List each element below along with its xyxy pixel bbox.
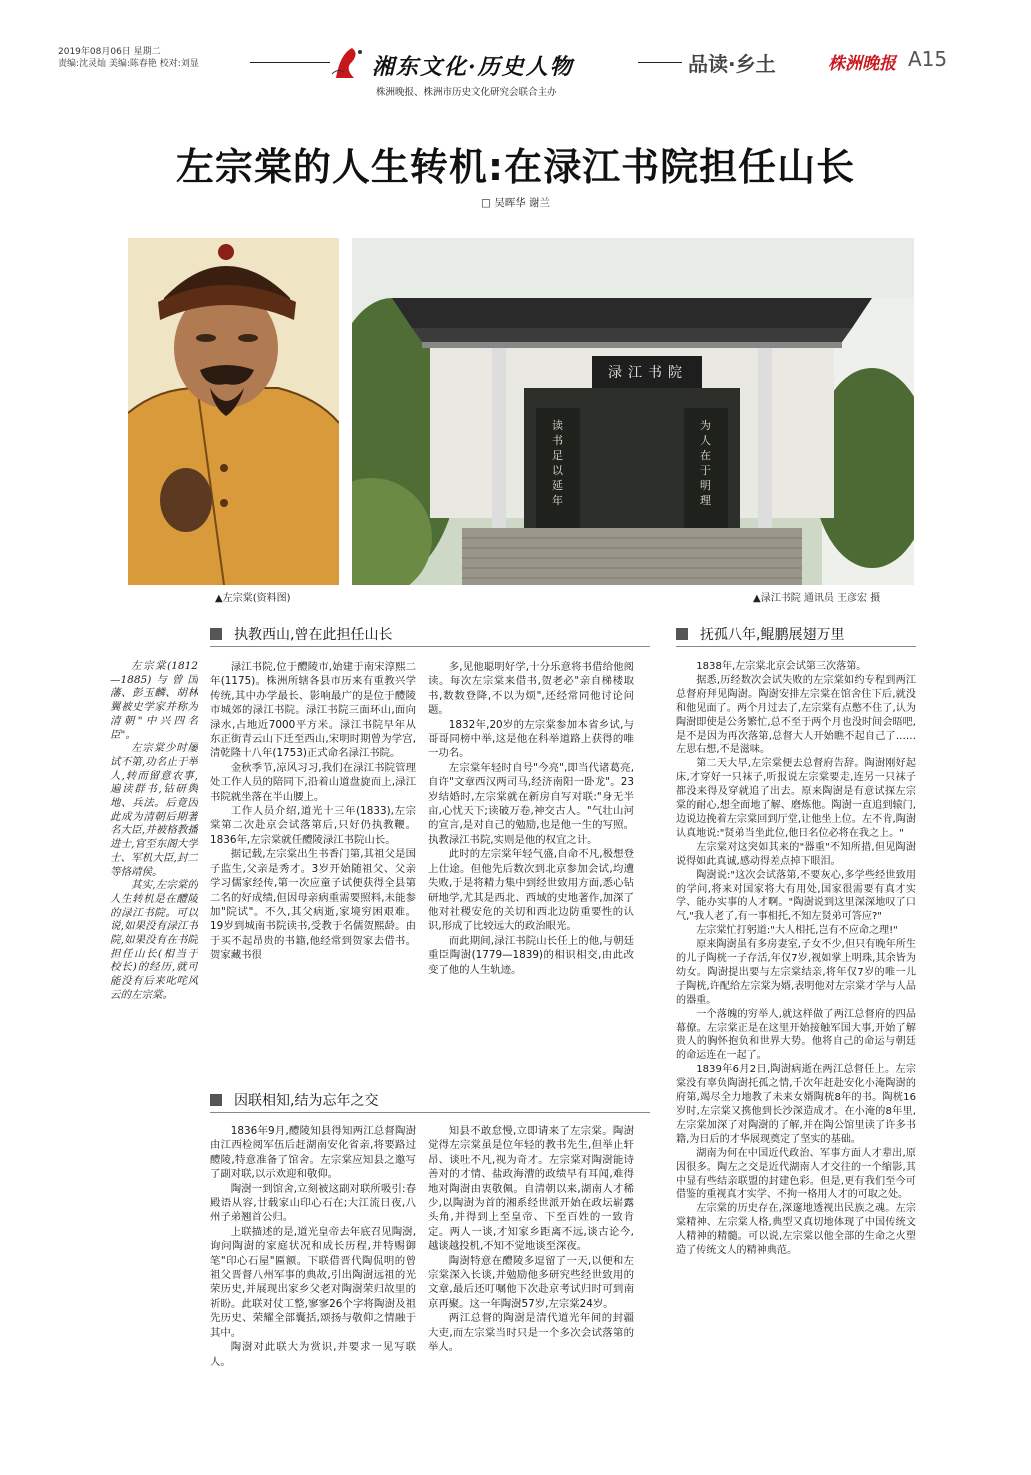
section-marker-icon	[676, 628, 688, 640]
editor-credits: 责编:沈灵灿 美编:陈春艳 校对:刘显	[58, 59, 199, 69]
paragraph: 陶澍对此联大为赏识,并要求一见写联人。	[210, 1341, 416, 1368]
article-column-4	[428, 1124, 634, 1464]
portrait-photo	[128, 238, 339, 585]
header-rule-left	[250, 62, 330, 63]
paragraph: 1838年,左宗棠北京会试第三次落第。	[696, 661, 867, 672]
paragraph: 上联描述的是,道光皇帝去年底召见陶澍,询问陶澍的家庭状况和成长历程,并特赐御笔"印心石屋"匾额。下联借晋代陶侃明的曾祖父晋督八州军事的典故,引出陶澍远祖的光荣历史,并展现出家乡父老对陶澍荣归故里的祈盼。此联对仗工整,寥寥26个字将陶澍及祖先历史、荣耀全部囊括,颂扬与敬仰之情融于其中。	[210, 1225, 416, 1339]
academy-plaque-text: 渌江书院	[608, 365, 688, 381]
section-rule-1	[210, 646, 650, 647]
section-heading-2	[210, 1090, 378, 1110]
article-column-2	[428, 660, 634, 1080]
paragraph: 1832年,20岁的左宗棠参加本省乡试,与哥哥同榜中举,这是他在科举道路上获得的唯一功名。	[428, 718, 634, 760]
paragraph: 左宗棠的历史存在,深邃地透视出民族之魂。左宗棠精神、左宗棠人格,典型又真切地体现了中国传统文人精神的精髓。可以说,左宗棠以他全部的生命之火塑造了传统文人的精神典范。	[676, 1203, 916, 1257]
paragraph: 1836年9月,醴陵知县得知两江总督陶澍由江西检阅军伍后赶湖南安化省亲,将要路过醴陵,特意准备了馆舍。左宗棠应知县之邀写了副对联,以示欢迎和敬仰。	[210, 1125, 416, 1181]
paragraph: 陶澍一到馆舍,立刻被这副对联所吸引:春殿语从容,廿载家山印心石在;大江流日夜,八州子弟翘首公归。	[210, 1182, 416, 1224]
section-heading-2-text: 因联相知,结为忘年之交	[234, 1093, 379, 1109]
article-byline: □ 吴晖华 谢兰	[480, 197, 551, 209]
section-heading-3	[676, 624, 844, 644]
sidebar-paragraph: 左宗棠少时屡试不第,功名止于举人,转而留意农事,遍读群书,钻研舆地、兵法。后竟因此成为清朝后期著名大臣,并被格教播进士,官至东阁大学士、军机大臣,封二等恪靖侯。	[110, 742, 198, 878]
sidebar-intro	[110, 660, 198, 1200]
page-number: A15	[908, 47, 948, 71]
section-marker-icon	[210, 628, 222, 640]
section-heading-1-text: 执教西山,曾在此担任山长	[234, 627, 393, 643]
paragraph: 据悉,历经数次会试失败的左宗棠如约专程到两江总督府拜见陶澍。陶澍安排左宗棠在馆舍住下后,就没和他见面了。两个月过去了,左宗棠有点憋不住了,认为陶澍即使是公务繁忙,总不至于两个月也没时间会晤吧,是不是因为再次落第,总督大人开始瞧不起自己了……左思右想,不是滋味。	[676, 674, 916, 756]
paragraph: 原来陶澍虽有多房妻室,子女不少,但只有晚年所生的儿子陶桄一子存活,年仅7岁,视如掌上明珠,其余皆为幼女。陶澍提出要与左宗棠结亲,将年仅7岁的唯一儿子陶桄,许配给左宗棠为婿,表明他对左宗棠才学与人品的器重。	[676, 939, 916, 1006]
article-column-3	[210, 1124, 416, 1464]
paragraph: 左宗棠年轻时自号"今亮",即当代诸葛亮,自许"文章西汉两司马,经济南阳一卧龙"。23岁结婚时,左宗棠就在新房自写对联:"身无半亩,心忧天下;读破万卷,神交古人。"气壮山河的宣言,是对自己的勉励,也是他一生的写照。执教渌江书院,实则是他的权宜之计。	[428, 761, 634, 846]
section-heading-1	[210, 624, 392, 644]
paragraph: 左宗棠忙打躬道:"大人相托,岂有不应命之理!"	[696, 925, 898, 937]
newspaper-logo: 株洲晚报	[828, 54, 896, 74]
article-column-1	[210, 660, 416, 1080]
masthead-sponsor: 株洲晚报、株洲市历史文化研究会联合主办	[376, 87, 557, 98]
header-rule-right	[638, 62, 682, 63]
masthead-emblem-icon	[330, 44, 370, 80]
couplet-right: 为人在于明理	[700, 419, 711, 507]
issue-date: 2019年08月06日 星期二	[58, 47, 161, 57]
paragraph: 湖南为何在中国近代政治、军事方面人才辈出,原因很多。陶左之交是近代湖南人才交往的一个缩影,其中显有些结亲联盟的封建色彩。但是,更有我们至今可借鉴的重视真才实学、不拘一格用人才的可取之处。	[676, 1147, 916, 1201]
paragraph: 金秋季节,凉风习习,我们在渌江书院管理处工作人员的陪同下,沿着山道盘旋而上,渌江书院就坐落在半山腰上。	[210, 761, 416, 803]
couplet-left: 读书足以延年	[552, 419, 563, 507]
paragraph: 工作人员介绍,道光十三年(1833),左宗棠第二次赴京会试落第后,只好仍执教鞭。1836年,左宗棠就任醴陵渌江书院山长。	[210, 805, 416, 846]
paragraph: 两江总督的陶澍是清代道光年间的封疆大吏,而左宗棠当时只是一个多次会试落第的举人。	[428, 1312, 634, 1354]
section-heading-3-text: 抚孤八年,鲲鹏展翅万里	[700, 627, 845, 643]
article-title: 左宗棠的人生转机:在渌江书院担任山长	[175, 145, 856, 189]
paragraph: 一个落魄的穷举人,就这样做了两江总督府的四品幕僚。左宗棠正是在这里开始接触军国大事,开始了解贵人的胸怀抱负和世界大势。他将自己的命运与朝廷的命运连在一起了。	[676, 1008, 916, 1062]
section-name: 品读·乡土	[688, 52, 776, 76]
paragraph: 此时的左宗棠年轻气盛,自命不凡,极想登上仕途。但他先后数次到北京参加会试,均遭失败,于是将精力集中到经世致用方面,悉心钻研地学,尤其是西北、西域的史地著作,加深了他对社稷安危的关切和西北边防重要性的认识,形成了比较远大的政治眼光。	[428, 848, 634, 933]
academy-photo	[352, 238, 914, 585]
section-marker-icon	[210, 1094, 222, 1106]
portrait-caption: ▲左宗棠(资料图)	[215, 593, 291, 604]
section-rule-3	[676, 646, 916, 647]
paragraph: 左宗棠对这突如其来的"器重"不知所措,但见陶澍说得如此真诚,感动得差点掉下眼泪。	[676, 841, 916, 867]
masthead-title: 湘东文化·历史人物	[372, 54, 574, 80]
sidebar-paragraph: 其实,左宗棠的人生转机是在醴陵的渌江书院。可以说,如果没有渌江书院,如果没有在书院担任山长(相当于校长)的经历,就可能没有后来叱咤风云的左宗棠。	[110, 879, 198, 1001]
article-column-5	[676, 660, 916, 1465]
paragraph: 据记载,左宗棠出生书香门第,其祖父是国子监生,父亲是秀才。3岁开始随祖父、父亲学习儒家经传,第一次应童子试便获得全县第二名的好成绩,但因母亲病重需要照料,未能参加"院试"。不久,其父病逝,家境穷困艰难。19岁到城南书院读书,受教于名儒贺熙龄。由于买不起昂贵的书籍,他经常到贺家去借书。贺家藏书很	[210, 848, 416, 962]
paragraph: 第二天大早,左宗棠便去总督府告辞。陶澍刚好起床,才穿好一只袜子,听报说左宗棠要走,连另一只袜子都没来得及穿就追了出去。原来陶澍是有意试探左宗棠的耐心,想全面地了解、磨炼他。陶澍一直追到辕门,边说边挽着左宗棠回到厅堂,让他坐上位。左不肯,陶澍认真地说:"贤弟当坐此位,他日名位必将在我之上。"	[676, 758, 916, 839]
paragraph: 陶澍特意在醴陵多逗留了一天,以便和左宗棠深入长谈,并勉励他多研究些经世致用的文章,最后还叮嘱他下次赴京考试归时可到南京再聚。这一年陶澍57岁,左宗棠24岁。	[428, 1254, 634, 1310]
paragraph: 渌江书院,位于醴陵市,始建于南宋淳熙二年(1175)。株洲所辖各县市历来有重教兴学传统,其中办学最长、影响最广的是位于醴陵市城郊的渌江书院。渌江书院三面环山,面向渌水,占地近7000平方米。渌江书院早年从东正街青云山下迁至西山,宋明时期曾为学宫,清乾隆十八年(1753)正式命名渌江书院。	[210, 661, 416, 760]
paragraph: 而此期间,渌江书院山长任上的他,与朝廷重臣陶澍(1779—1839)的相识相交,由此改变了他的人生轨迹。	[428, 934, 634, 976]
paragraph: 多,见他聪明好学,十分乐意将书借给他阅读。每次左宗棠来借书,贺老必"亲自梯楼取书,数数登降,不以为烦",还经常同他讨论问题。	[428, 661, 634, 717]
paragraph: 陶澍说:"这次会试落第,不要灰心,多学些经世致用的学问,将来对国家将大有用处,国家很需要有真才实学、能办实事的人才啊。"陶澍说到这里深深地叹了口气,"我人老了,有一事相托,不知左贤弟可答应?"	[676, 869, 916, 923]
academy-caption: ▲渌江书院 通讯员 王彦宏 摄	[753, 593, 881, 604]
paragraph: 知县不敢怠慢,立即请来了左宗棠。陶澍觉得左宗棠虽是位年轻的教书先生,但举止轩昂、谈吐不凡,视为奇才。左宗棠对陶澍能诗善对的才情、盐政海漕的政绩早有耳闻,难得地对陶澍由衷敬佩。自清朝以来,湖南人才稀少,以陶澍为首的湘系经世派开始在政坛崭露头角,并得到上至皇帝、下至百姓的一致肯定。两人一谈,才知家乡距离不远,谈古论今,越谈越投机,不知不觉地谈至深夜。	[428, 1125, 634, 1253]
sidebar-paragraph: 左宗棠(1812—1885)与曾国藩、彭玉麟、胡林翼被史学家并称为清朝"中兴四名臣"。	[110, 660, 198, 741]
section-rule-2	[210, 1112, 650, 1113]
paragraph: 1839年6月2日,陶澍病逝在两江总督任上。左宗棠没有辜负陶澍托孤之情,千次年赶赴安化小淹陶澍的府第,竭尽全力地教了未来女婿陶桄8年的书。陶桄16岁时,左宗棠又携他到长沙深造成才。在小淹的8年里,左宗棠加深了对陶澍的了解,并在陶公馆里读了许多书籍,为日后的才华展现奠定了坚实的基础。	[676, 1064, 916, 1145]
